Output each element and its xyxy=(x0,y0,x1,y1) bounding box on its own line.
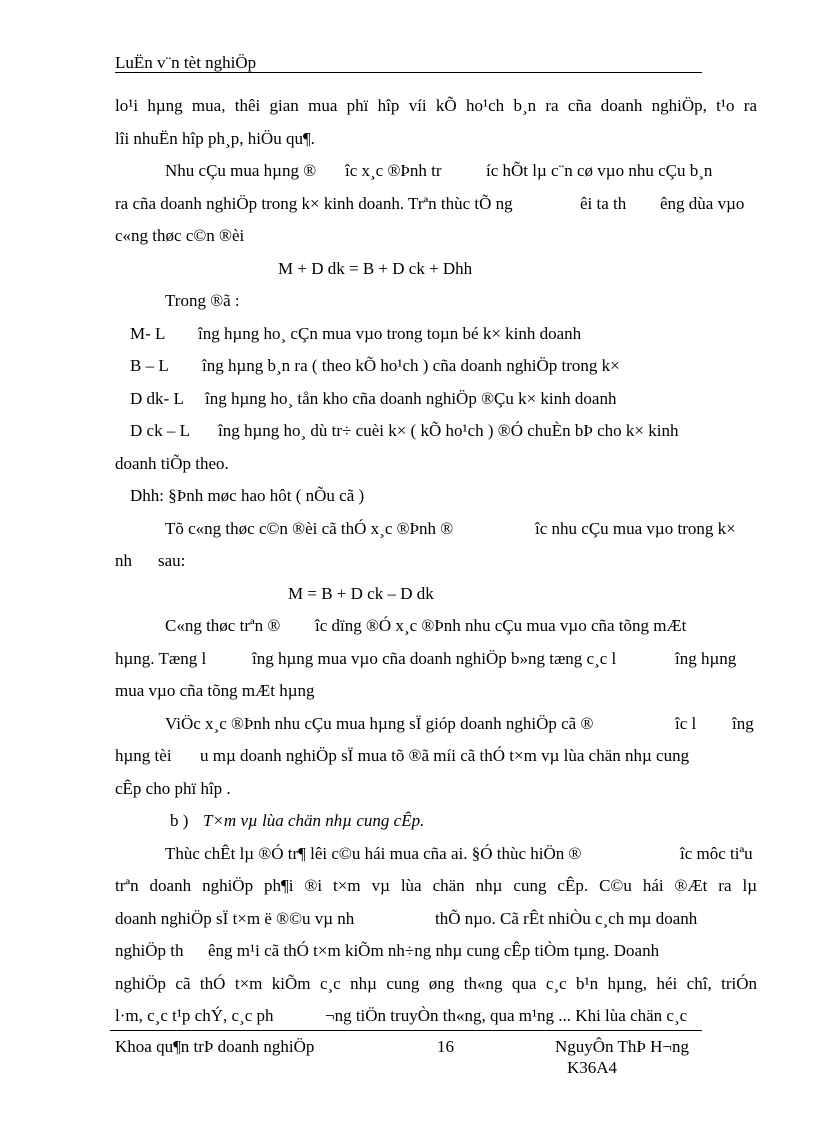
text-line: Tõ c«ng thøc c©n ®èi cã thÓ x¸c ®Þnh ® xyxy=(165,519,454,538)
text-line: êng m¹i cã thÓ t×m kiÕm nh÷ng nhµ cung cÊp tiÒm tµng. Doanh xyxy=(208,941,660,960)
header-divider xyxy=(115,72,702,73)
text-line: c«ng thøc c©n ®èi xyxy=(115,226,245,245)
text-line: hµng. Tæng l xyxy=(115,649,207,668)
page-header-title: LuËn v¨n tèt nghiÖp xyxy=(115,53,257,72)
text-line: C«ng thøc trªn ® xyxy=(165,616,281,635)
definition-term: B – L xyxy=(130,356,169,375)
text-line: lo¹i hµng mua, thêi gian mua phï hîp víi kÕ ho¹ch b¸n ra cña doanh nghiÖp, t¹o ra xyxy=(115,96,757,115)
text-line: ViÖc x¸c ®Þnh nhu cÇu mua hµng sÏ gióp doanh nghiÖp cã ® xyxy=(165,714,594,733)
definition-term: D ck – L xyxy=(130,421,190,440)
text-line: doanh nghiÖp sÏ t×m ë ®©u vµ nh xyxy=(115,909,355,928)
text-line: êi ta th xyxy=(580,194,627,213)
page-number: 16 xyxy=(437,1037,454,1056)
footer-divider xyxy=(110,1030,702,1031)
text-line: îc môc tiªu xyxy=(680,844,753,863)
definition-text: îng hµng ho¸ dù tr÷ cuèi k× ( kÕ ho¹ch ) ®Ó chuÈn bÞ cho k× kinh xyxy=(218,421,679,440)
definition-term: M- L xyxy=(130,324,166,343)
text-line: íc hÕt lµ c¨n cø vµo nhu cÇu b¸n xyxy=(486,161,713,180)
text-line: u mµ doanh nghiÖp sÏ mua tõ ®ã míi cã thÓ t×m vµ lùa chän nhµ cung xyxy=(200,746,690,765)
text-line: sau: xyxy=(158,551,186,570)
definition-text: îng hµng ho¸ tån kho cña doanh nghiÖp ®Çu k× kinh doanh xyxy=(205,389,617,408)
section-marker: b ) xyxy=(170,811,189,830)
text-line: nh xyxy=(115,551,132,570)
footer-author: NguyÔn ThÞ H¬ng xyxy=(555,1037,689,1056)
definition-text: îng hµng b¸n ra ( theo kÕ ho¹ch ) cña doanh nghiÖp trong k× xyxy=(202,356,620,375)
formula: M = B + D ck – D dk xyxy=(288,584,434,603)
text-line: îc dïng ®Ó x¸c ®Þnh nhu cÇu mua vµo cña tõng mÆt xyxy=(315,616,687,635)
text-line: ra cña doanh nghiÖp trong k× kinh doanh. Trªn thùc tÕ ng xyxy=(115,194,513,213)
text-line: îc l xyxy=(675,714,697,733)
text-line: Trong ®ã : xyxy=(165,291,240,310)
text-line: Nhu cÇu mua hµng ® xyxy=(165,161,317,180)
text-line: îng hµng xyxy=(675,649,737,668)
formula: M + D dk = B + D ck + Dhh xyxy=(278,259,473,278)
text-line: hµng tèi xyxy=(115,746,172,765)
footer-faculty: Khoa qu¶n trÞ doanh nghiÖp xyxy=(115,1037,315,1056)
text-line: trªn doanh nghiÖp ph¶i ®i t×m vµ lùa chän nhµ cung cÊp. C©u hái ®Æt ra lµ xyxy=(115,876,757,895)
section-heading: T×m vµ lùa chän nhµ cung cÊp. xyxy=(203,811,425,830)
text-line: cÊp cho phï hîp . xyxy=(115,779,231,798)
text-line: thÕ nµo. Cã rÊt nhiÒu c¸ch mµ doanh xyxy=(435,909,698,928)
text-line: doanh tiÕp theo. xyxy=(115,454,229,473)
definition-term: D dk- L xyxy=(130,389,184,408)
text-line: îng xyxy=(732,714,754,733)
text-line: nghiÖp cã thÓ t×m kiÕm c¸c nhµ cung øng th«ng qua c¸c b¹n hµng, héi chî, triÓn xyxy=(115,974,757,993)
text-line: l·m, c¸c t¹p chÝ, c¸c ph xyxy=(115,1006,274,1025)
text-line: lîi nhuËn hîp ph¸p, hiÖu qu¶. xyxy=(115,129,315,148)
text-line: Thùc chÊt lµ ®Ó tr¶ lêi c©u hái mua cña ai. §Ó thùc hiÖn ® xyxy=(165,844,582,863)
text-line: ¬ng tiÖn truyÒn th«ng, qua m¹ng ... Khi lùa chän c¸c xyxy=(325,1006,688,1025)
definition-text: îng hµng ho¸ cÇn mua vµo trong toµn bé k× kinh doanh xyxy=(198,324,582,343)
text-line: nghiÖp th xyxy=(115,941,184,960)
text-line: îc x¸c ®Þnh tr xyxy=(345,161,442,180)
text-line: êng dùa vµo xyxy=(660,194,745,213)
footer-class: K36A4 xyxy=(567,1058,618,1077)
text-line: îng hµng mua vµo cña doanh nghiÖp b»ng tæng c¸c l xyxy=(252,649,617,668)
text-line: Dhh: §Þnh møc hao hôt ( nÕu cã ) xyxy=(130,486,365,505)
text-line: mua vµo cña tõng mÆt hµng xyxy=(115,681,315,700)
text-line: îc nhu cÇu mua vµo trong k× xyxy=(535,519,736,538)
